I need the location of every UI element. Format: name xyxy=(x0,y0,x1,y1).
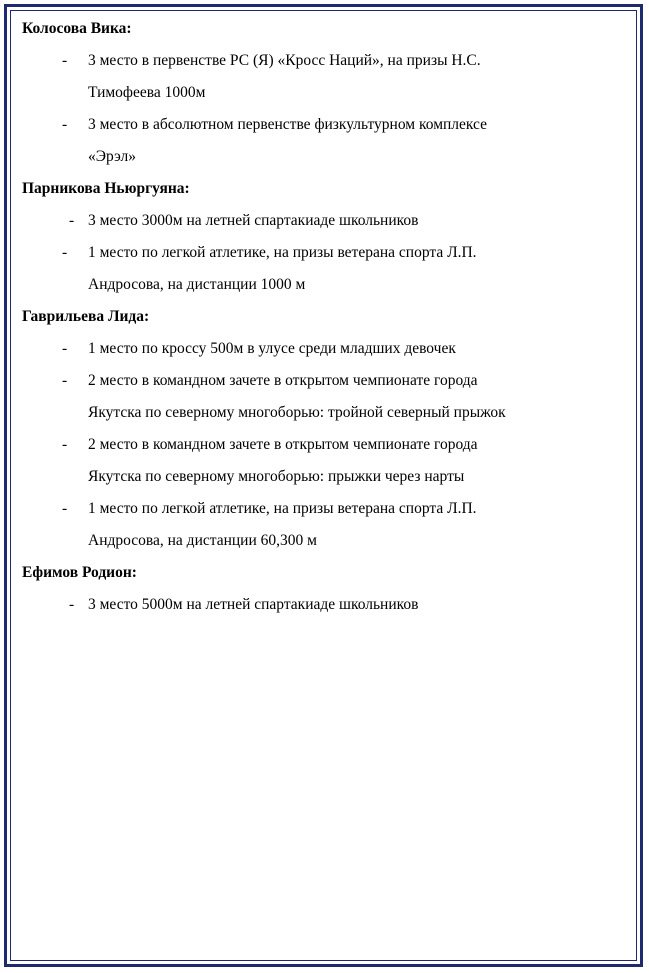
list-bullet: - xyxy=(62,340,68,357)
achievement-text-line: 3 место 3000м на летней спартакиаде школьников xyxy=(88,212,419,229)
achievement-text-line: 1 место по легкой атлетике, на призы ветерана спорта Л.П. xyxy=(88,244,477,261)
person-name: Парникова Ньюргуяна: xyxy=(22,180,190,197)
achievement-text-line: 3 место 5000м на летней спартакиаде школьников xyxy=(88,596,419,613)
list-bullet: - xyxy=(62,372,68,389)
achievement-item xyxy=(22,589,630,621)
achievement-text-line: Андросова, на дистанции 60,300 м xyxy=(88,532,317,549)
list-bullet: - xyxy=(62,52,68,69)
achievement-item xyxy=(22,365,630,429)
person-name: Ефимов Родион: xyxy=(22,564,137,581)
person-name: Колосова Вика: xyxy=(22,20,132,37)
person-section xyxy=(22,13,630,173)
list-bullet: - xyxy=(62,436,68,453)
person-name: Гаврильева Лида: xyxy=(22,308,150,325)
achievement-item xyxy=(22,109,630,173)
achievement-text-line: Якутска по северному многоборью: тройной северный прыжок xyxy=(88,404,506,421)
achievement-list xyxy=(22,45,630,173)
achievement-text-line: 3 место в абсолютном первенстве физкультурном комплексе xyxy=(88,116,488,133)
achievement-item xyxy=(22,45,630,109)
document-frame-inner xyxy=(10,10,637,961)
document-frame-outer xyxy=(4,4,643,967)
achievement-text-line: «Эрэл» xyxy=(88,148,136,165)
person-section xyxy=(22,173,630,301)
list-bullet: - xyxy=(62,244,68,261)
achievement-item xyxy=(22,429,630,493)
achievement-list xyxy=(22,333,630,557)
achievement-text-line: 1 место по кроссу 500м в улусе среди младших девочек xyxy=(88,340,456,357)
person-section xyxy=(22,301,630,557)
achievement-item xyxy=(22,205,630,237)
achievement-text-line: 3 место в первенстве РС (Я) «Кросс Наций», на призы Н.С. xyxy=(88,52,481,69)
achievement-text-line: Якутска по северному многоборью: прыжки через нарты xyxy=(88,468,465,485)
achievement-list xyxy=(22,589,630,621)
achievement-item xyxy=(22,237,630,301)
person-section xyxy=(22,557,630,621)
list-bullet: - xyxy=(62,116,68,133)
list-bullet: - xyxy=(69,212,75,229)
achievement-item xyxy=(22,493,630,557)
list-bullet: - xyxy=(62,500,68,517)
achievements-content xyxy=(22,13,630,621)
achievement-text-line: Тимофеева 1000м xyxy=(88,84,206,101)
achievement-item xyxy=(22,333,630,365)
achievement-text-line: 2 место в командном зачете в открытом чемпионате города xyxy=(88,436,478,453)
achievement-list xyxy=(22,205,630,301)
achievement-text-line: 1 место по легкой атлетике, на призы ветерана спорта Л.П. xyxy=(88,500,477,517)
list-bullet: - xyxy=(69,596,75,613)
achievement-text-line: Андросова, на дистанции 1000 м xyxy=(88,276,306,293)
achievement-text-line: 2 место в командном зачете в открытом чемпионате города xyxy=(88,372,478,389)
